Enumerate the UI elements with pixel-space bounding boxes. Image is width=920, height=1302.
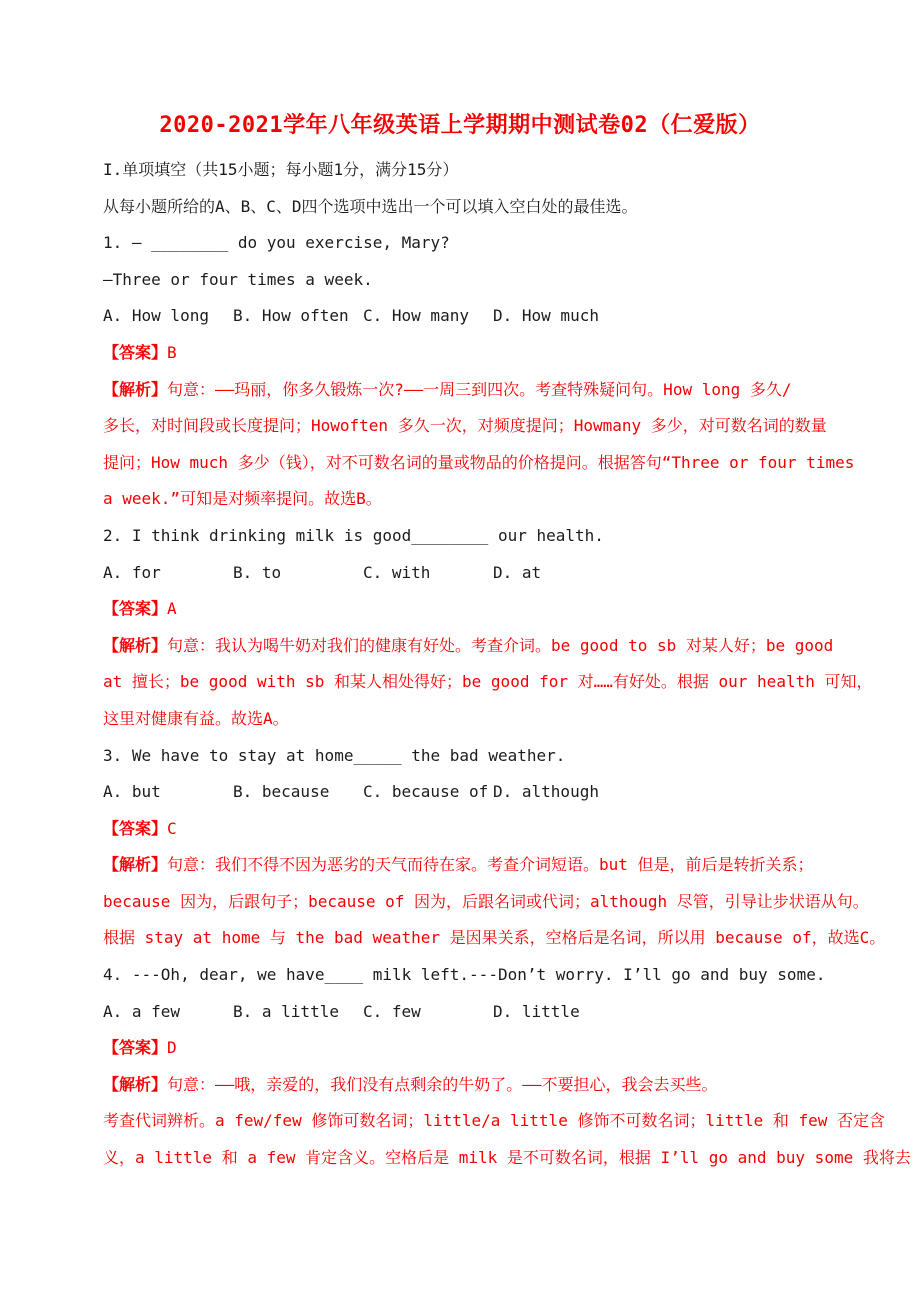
option-d: D. How much bbox=[493, 306, 599, 326]
option-d: D. at bbox=[493, 562, 542, 582]
analysis-label: 【解析】 bbox=[103, 379, 168, 399]
option-d: D. little bbox=[493, 1001, 580, 1021]
option-a: A. but bbox=[103, 782, 161, 802]
option-b: B. How often bbox=[233, 306, 349, 326]
options-row bbox=[103, 774, 843, 811]
options-row bbox=[103, 555, 843, 592]
option-a: A. a few bbox=[103, 1001, 181, 1021]
answer-label: 【答案】 bbox=[103, 818, 168, 838]
analysis-line: 义，a little 和 a few 肯定含义。空格后是 milk 是不可数名词，根据 I’ll go and buy some 我将去 bbox=[103, 1148, 911, 1168]
option-c: C. How many bbox=[363, 306, 469, 326]
question-stem: 1. — ________ do you exercise, Mary? bbox=[103, 233, 450, 253]
analysis-line: 这里对健康有益。故选A。 bbox=[103, 708, 289, 728]
analysis-line: 考查代词辨析。a few/few 修饰可数名词；little/a little 修饰不可数名词；little 和 few 否定含 bbox=[103, 1111, 886, 1131]
option-c: C. with bbox=[363, 562, 431, 582]
answer-line bbox=[103, 811, 843, 848]
analysis-label: 【解析】 bbox=[103, 635, 168, 655]
analysis-line: at 擅长；be good with sb 和某人相处得好；be good for 对……有好处。根据 our health 可知， bbox=[103, 672, 873, 692]
answer-line bbox=[103, 591, 843, 628]
question-stem: 3. We have to stay at home_____ the bad weather. bbox=[103, 745, 566, 765]
option-b: B. to bbox=[233, 562, 282, 582]
analysis-label: 【解析】 bbox=[103, 855, 168, 875]
answer-value: C bbox=[167, 818, 177, 838]
options-row bbox=[103, 298, 843, 335]
page-title: 2020-2021学年八年级英语上学期期中测试卷02（仁爱版） bbox=[159, 113, 761, 138]
option-a: A. How long bbox=[103, 306, 209, 326]
option-b: B. a little bbox=[233, 1001, 339, 1021]
answer-line bbox=[103, 1030, 843, 1067]
question-block-4 bbox=[103, 957, 911, 1177]
question-stem: 4. ---Oh, dear, we have____ milk left.---Don’t worry. I’ll go and buy some. bbox=[103, 965, 826, 985]
analysis-label: 【解析】 bbox=[103, 1074, 168, 1094]
answer-label: 【答案】 bbox=[103, 599, 168, 619]
analysis-line: 多长，对时间段或长度提问；Howoften 多久一次，对频度提问；Howmany 多少，对可数名词的数量 bbox=[103, 416, 827, 436]
analysis-line: a week.”可知是对频率提问。故选B。 bbox=[103, 489, 382, 509]
options-row bbox=[103, 994, 843, 1031]
option-c: C. few bbox=[363, 1001, 421, 1021]
answer-line bbox=[103, 335, 843, 372]
question-block-3 bbox=[103, 738, 886, 958]
question-block-2 bbox=[103, 518, 873, 738]
answer-label: 【答案】 bbox=[103, 342, 168, 362]
analysis-line: 提问；How much 多少（钱），对不可数名词的量或物品的价格提问。根据答句“Three or four times bbox=[103, 452, 855, 472]
question-stem: —Three or four times a week. bbox=[103, 269, 373, 289]
option-d: D. although bbox=[493, 782, 599, 802]
analysis-line: because 因为，后跟句子；because of 因为，后跟名词或代词；although 尽管，引导让步状语从句。 bbox=[103, 891, 869, 911]
instructions-text: 从每小题所给的A、B、C、D四个选项中选出一个可以填入空白处的最佳选。 bbox=[103, 196, 638, 216]
analysis-text: 句意：我们不得不因为恶劣的天气而待在家。考查介词短语。but 但是，前后是转折关系； bbox=[167, 855, 814, 875]
question-block-1 bbox=[103, 225, 855, 518]
question-stem: 2. I think drinking milk is good________ our health. bbox=[103, 525, 604, 545]
analysis-text: 句意：——玛丽，你多久锻炼一次?——一周三到四次。考查特殊疑问句。How long 多久/ bbox=[167, 379, 792, 399]
option-c: C. because of bbox=[363, 782, 489, 802]
analysis-line: 根据 stay at home 与 the bad weather 是因果关系，空格后是名词，所以用 because of，故选C。 bbox=[103, 928, 886, 948]
option-b: B. because bbox=[233, 782, 330, 802]
document-body bbox=[103, 152, 911, 1177]
analysis-line bbox=[103, 1067, 843, 1104]
analysis-text: 句意：我认为喝牛奶对我们的健康有好处。考查介词。be good to sb 对某人好；be good bbox=[167, 635, 834, 655]
answer-value: B bbox=[167, 342, 177, 362]
analysis-line bbox=[103, 847, 843, 884]
answer-label: 【答案】 bbox=[103, 1038, 168, 1058]
analysis-line bbox=[103, 628, 843, 665]
answer-value: D bbox=[167, 1038, 177, 1058]
analysis-line bbox=[103, 372, 843, 409]
section-heading: I.单项填空（共15小题；每小题1分，满分15分） bbox=[103, 160, 459, 179]
analysis-text: 句意：——哦，亲爱的，我们没有点剩余的牛奶了。——不要担心，我会去买些。 bbox=[167, 1074, 718, 1094]
option-a: A. for bbox=[103, 562, 161, 582]
answer-value: A bbox=[167, 599, 177, 619]
